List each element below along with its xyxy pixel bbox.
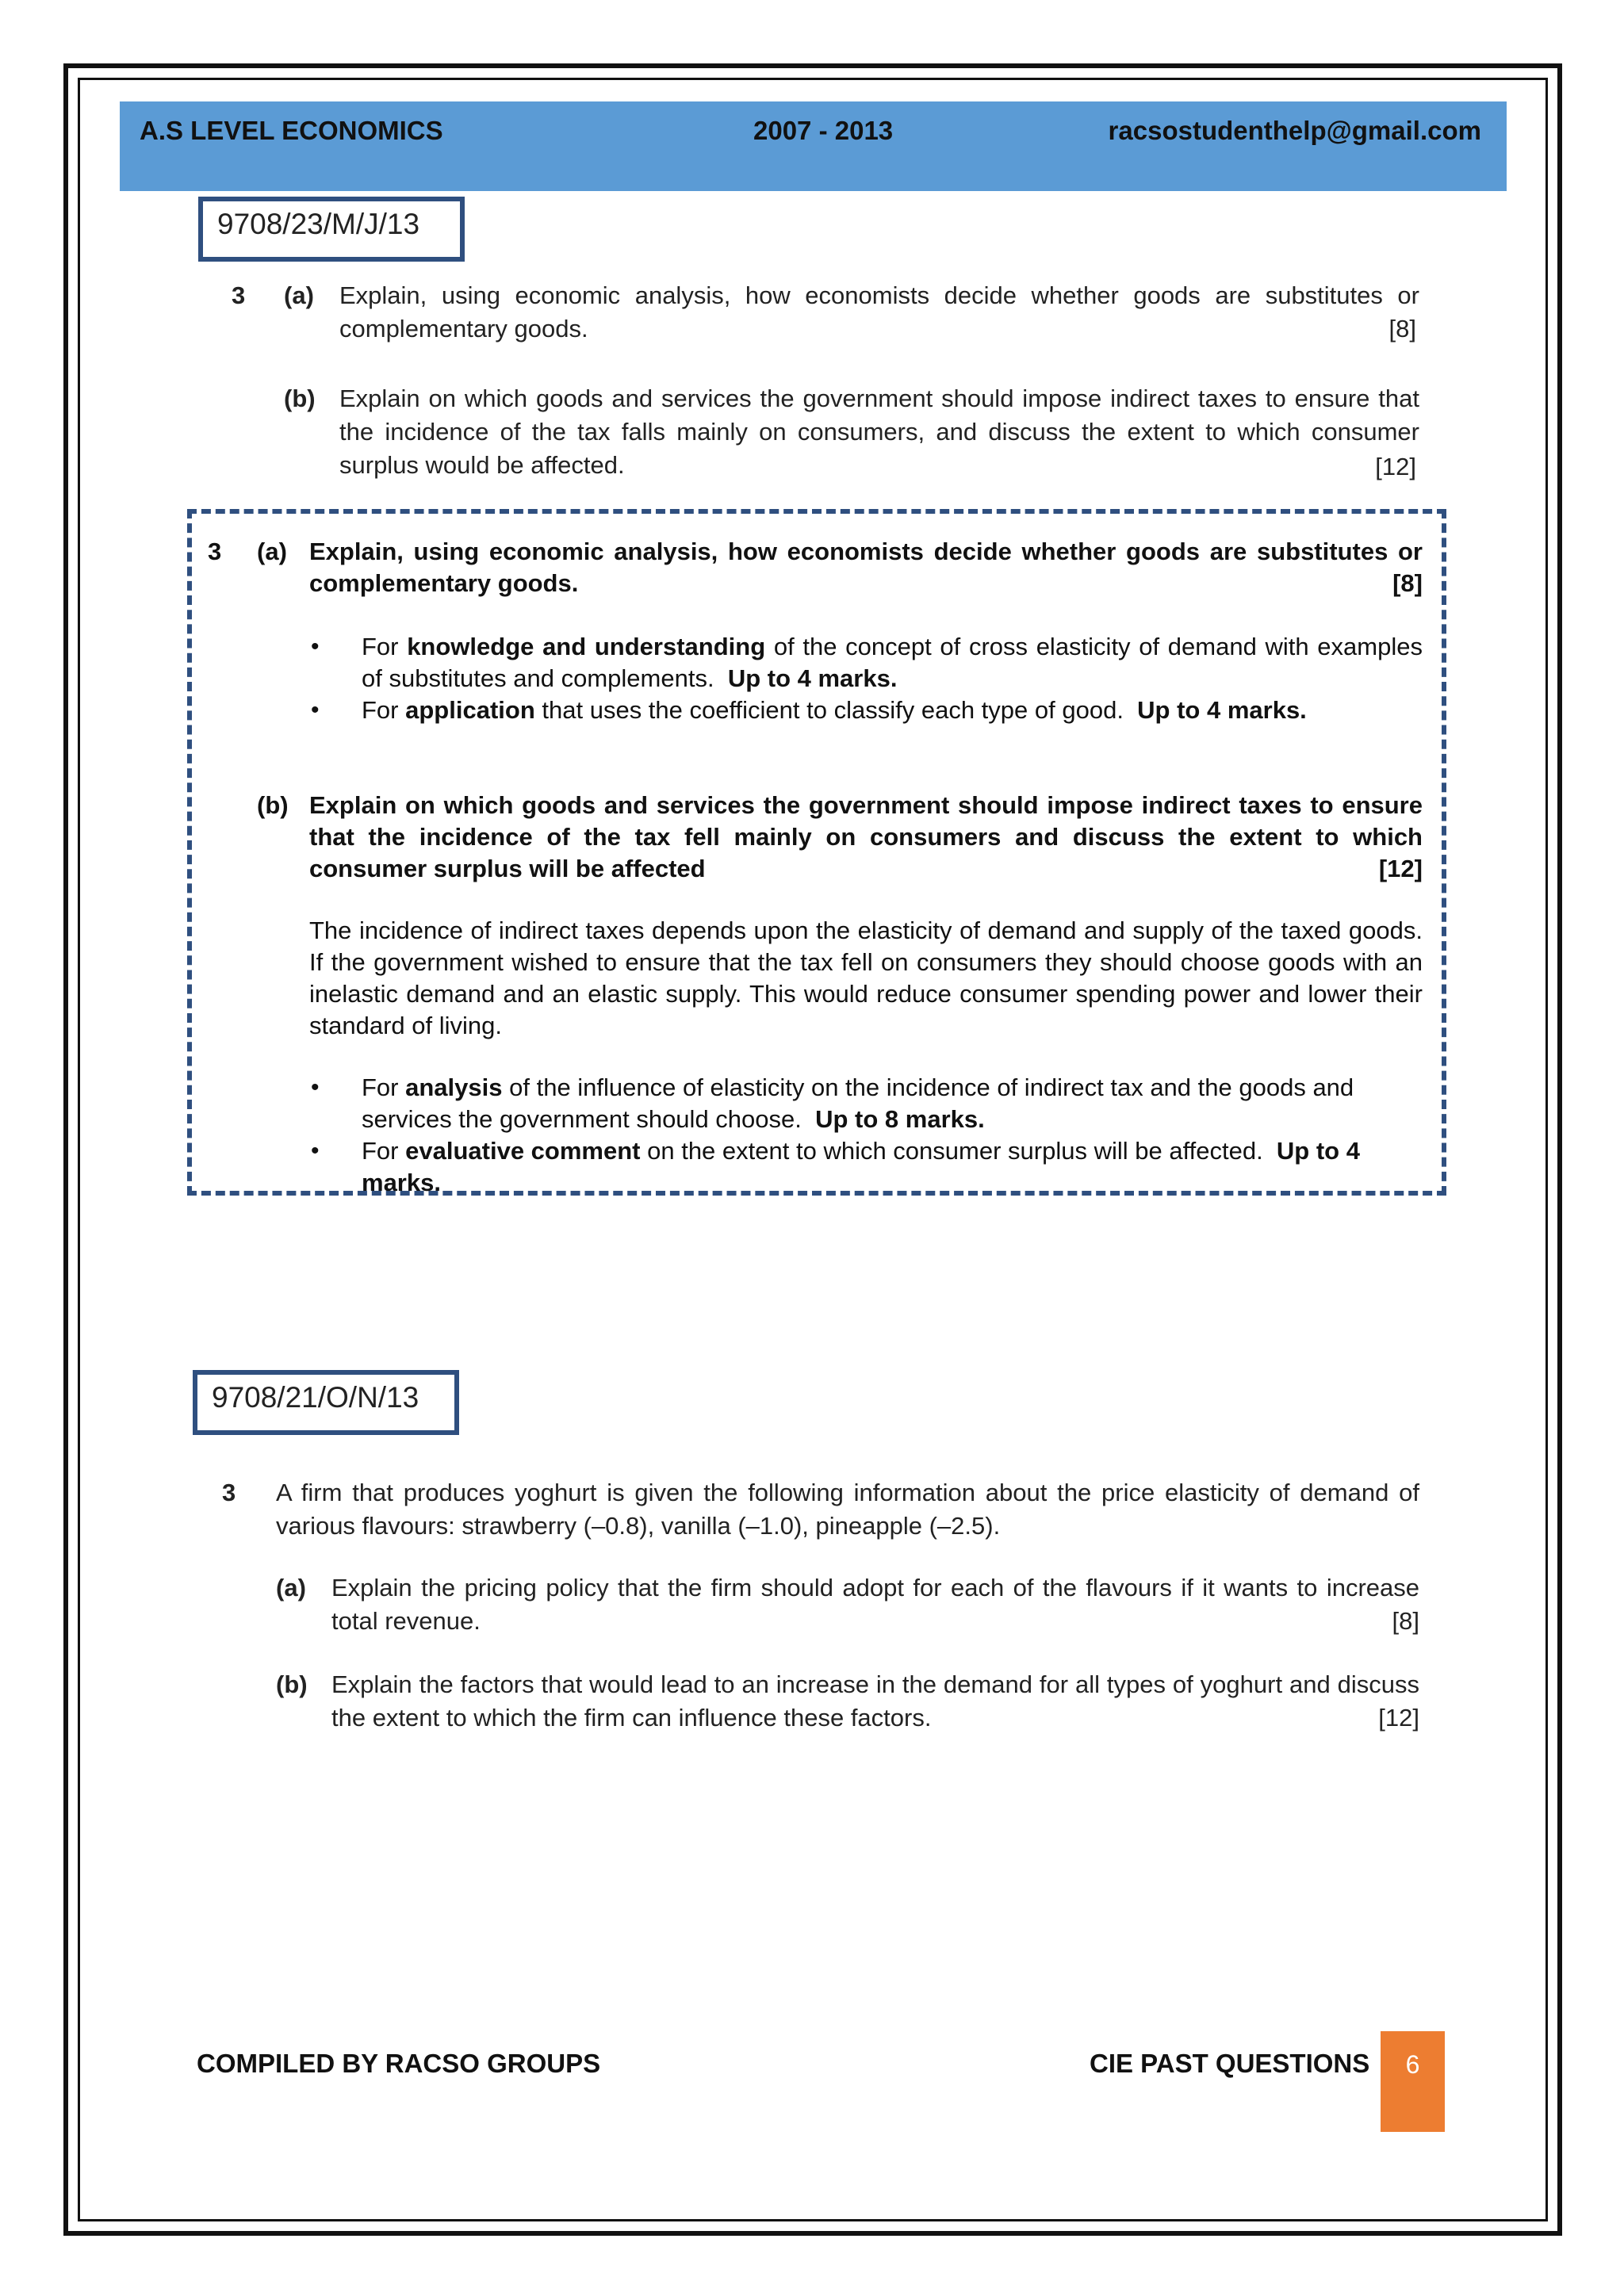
- part-label: (a): [284, 281, 314, 309]
- ms-part-a-marks: [8]: [1392, 569, 1423, 597]
- ms-b-bullet-1: [362, 1072, 1423, 1135]
- page-number: 6: [1381, 2031, 1445, 2132]
- bullet-text: on the extent to which consumer surplus will be affected.: [647, 1137, 1263, 1165]
- ms-question-number: 3: [208, 538, 222, 565]
- bullet-marks: Up to 8 marks.: [815, 1105, 985, 1133]
- paper-code-box: [198, 197, 465, 262]
- part-label: (b): [284, 385, 316, 412]
- ms-b-bullet-2: [362, 1135, 1423, 1199]
- ms-part-b-marks: [12]: [1378, 855, 1423, 882]
- part-b-marks: [12]: [1375, 453, 1416, 480]
- bullet-marks: Up to 4 marks.: [362, 1137, 1360, 1196]
- bullet-text: For: [362, 633, 399, 660]
- bullet-emphasis: evaluative comment: [405, 1137, 641, 1165]
- part-b-text: Explain on which goods and services the government should impose indirect taxes to ensure that the incidence of the tax falls mainly on consumers, and discuss the extent to which consumer surplus would be affected.: [339, 385, 1419, 479]
- bullet-marks: Up to 4 marks.: [727, 664, 898, 692]
- header-email: racsostudenthelp@gmail.com: [1108, 116, 1481, 145]
- bullet-text: of the influence of elasticity on the incidence of indirect tax and the goods and services the government should choose.: [362, 1073, 1354, 1133]
- header-left: A.S LEVEL ECONOMICS: [140, 116, 443, 145]
- part-a-marks: [8]: [1388, 315, 1416, 342]
- ms-part-a-heading: Explain, using economic analysis, how economists decide whether goods are substitutes or complementary goods.: [309, 538, 1423, 597]
- bullet-text: For: [362, 1073, 399, 1101]
- header-band: [120, 101, 1507, 191]
- part-a-marks: [8]: [1392, 1607, 1419, 1635]
- part-label: (b): [276, 1670, 308, 1698]
- footer-right: CIE PAST QUESTIONS: [1090, 2049, 1370, 2078]
- bullet-icon: •: [311, 1138, 320, 1164]
- question-intro: A firm that produces yoghurt is given the following information about the price elasticity of demand of various flavours: strawberry (–0.8), vanilla (–1.0), pineapple (–2.5).: [276, 1479, 1419, 1540]
- ms-part-label: (a): [257, 538, 287, 565]
- bullet-text: For: [362, 696, 399, 724]
- ms-a-bullet-2: [362, 695, 1423, 726]
- header-middle: 2007 - 2013: [753, 116, 894, 145]
- bullet-emphasis: analysis: [405, 1073, 503, 1101]
- paper-code-box: [193, 1370, 459, 1435]
- ms-part-label: (b): [257, 791, 289, 819]
- footer-left: COMPILED BY RACSO GROUPS: [197, 2049, 601, 2078]
- bullet-emphasis: application: [405, 696, 535, 724]
- bullet-emphasis: knowledge and understanding: [407, 633, 766, 660]
- part-b-text: Explain the factors that would lead to an increase in the demand for all types of yoghurt and discuss the extent to which the firm can influence these factors.: [331, 1670, 1419, 1732]
- paper-code: 9708/21/O/N/13: [212, 1381, 419, 1414]
- ms-a-bullet-1: [362, 631, 1423, 695]
- part-a-text: Explain the pricing policy that the firm should adopt for each of the flavours if it wants to increase total revenue.: [331, 1574, 1419, 1635]
- ms-part-b-paragraph: The incidence of indirect taxes depends upon the elasticity of demand and supply of the taxed goods. If the government wished to ensure that the tax fell on consumers they should choose goods with an inelastic demand and an elastic supply. This would reduce consumer spending power and lower their standard of living.: [309, 916, 1423, 1039]
- paper-code: 9708/23/M/J/13: [217, 208, 420, 240]
- bullet-text: For: [362, 1137, 399, 1165]
- part-label: (a): [276, 1574, 306, 1601]
- question-number: 3: [222, 1479, 236, 1506]
- part-b-marks: [12]: [1378, 1704, 1419, 1732]
- bullet-icon: •: [311, 697, 320, 723]
- bullet-text: of the concept of cross elasticity of demand with examples of substitutes and complements.: [362, 633, 1423, 692]
- bullet-marks: Up to 4 marks.: [1137, 696, 1307, 724]
- bullet-text: that uses the coefficient to classify each type of good.: [542, 696, 1124, 724]
- ms-part-b-heading: Explain on which goods and services the government should impose indirect taxes to ensure that the incidence of the tax fell mainly on consumers and discuss the extent to which consumer surplus will be affected: [309, 791, 1423, 882]
- part-a-text: Explain, using economic analysis, how economists decide whether goods are substitutes or complementary goods.: [339, 281, 1419, 342]
- question-number: 3: [232, 281, 246, 309]
- bullet-icon: •: [311, 633, 320, 660]
- bullet-icon: •: [311, 1074, 320, 1100]
